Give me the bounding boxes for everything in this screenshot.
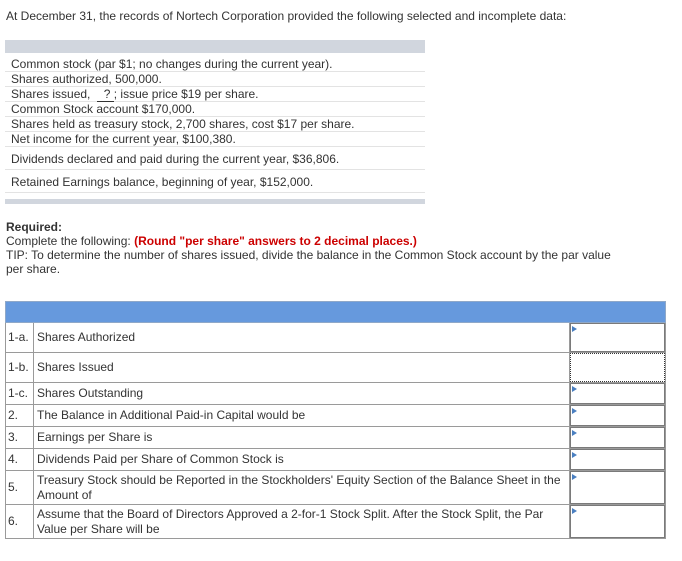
arrow-marker-icon	[572, 326, 577, 332]
table-row	[6, 427, 666, 449]
table-row	[6, 405, 666, 427]
table-row	[6, 505, 666, 539]
intro-text: At December 31, the records of Nortech Corporation provided the following selected and incomplete data:	[6, 9, 567, 23]
data-common-stock: Common stock (par $1; no changes during the current year).	[5, 57, 425, 72]
shares-issued-prefix: Shares issued,	[11, 87, 91, 101]
arrow-marker-icon	[572, 508, 577, 514]
required-instruction-line	[6, 234, 626, 248]
row-label: Dividends Paid per Share of Common Stock is	[34, 449, 570, 471]
row-label: Assume that the Board of Directors Approved a 2-for-1 Stock Split. After the Stock Split, the Par Value per Share will be	[34, 505, 570, 539]
arrow-marker-icon	[572, 452, 577, 458]
data-shares-issued	[5, 87, 425, 102]
table-row	[6, 323, 666, 353]
data-box-top-bar	[5, 40, 425, 53]
required-section	[6, 220, 626, 276]
row-label: Shares Issued	[34, 353, 570, 383]
row-number: 1-a.	[6, 323, 34, 353]
row-number: 1-b.	[6, 353, 34, 383]
answer-input-earnings-per-share[interactable]	[570, 427, 665, 448]
data-dividends: Dividends declared and paid during the current year, $36,806.	[5, 147, 425, 170]
required-instruction: Complete the following:	[6, 234, 131, 248]
table-row	[6, 449, 666, 471]
tip-text: TIP: To determine the number of shares issued, divide the balance in the Common Stock account by the par value per share.	[6, 248, 611, 276]
answer-table	[5, 301, 666, 539]
data-box	[5, 40, 425, 204]
required-title: Required:	[6, 220, 63, 234]
row-label: Shares Outstanding	[34, 383, 570, 405]
row-number: 1-c.	[6, 383, 34, 405]
row-number: 3.	[6, 427, 34, 449]
answer-input-additional-paid-in-capital[interactable]	[570, 405, 665, 426]
answer-table-header	[6, 302, 666, 323]
data-retained-earnings: Retained Earnings balance, beginning of year, $152,000.	[5, 170, 425, 193]
data-box-bottom-bar	[5, 199, 425, 204]
data-shares-authorized: Shares authorized, 500,000.	[5, 72, 425, 87]
arrow-marker-icon	[572, 430, 577, 436]
row-number: 2.	[6, 405, 34, 427]
arrow-marker-icon	[572, 474, 577, 480]
answer-input-shares-outstanding[interactable]	[570, 383, 665, 404]
arrow-marker-icon	[572, 386, 577, 392]
row-number: 4.	[6, 449, 34, 471]
row-label: Treasury Stock should be Reported in the Stockholders' Equity Section of the Balance Sheet in the Amount of	[34, 471, 570, 505]
shares-issued-suffix: ; issue price $19 per share.	[113, 87, 259, 101]
row-label: The Balance in Additional Paid-in Capital would be	[34, 405, 570, 427]
row-label: Earnings per Share is	[34, 427, 570, 449]
answer-input-shares-issued[interactable]	[570, 353, 665, 382]
arrow-marker-icon	[572, 408, 577, 414]
answer-input-treasury-stock[interactable]	[570, 471, 665, 504]
row-label: Shares Authorized	[34, 323, 570, 353]
answer-input-shares-authorized[interactable]	[570, 323, 665, 352]
row-number: 5.	[6, 471, 34, 505]
table-row	[6, 383, 666, 405]
answer-input-dividends-per-share[interactable]	[570, 449, 665, 470]
data-treasury-stock: Shares held as treasury stock, 2,700 shares, cost $17 per share.	[5, 117, 425, 132]
round-note: (Round "per share" answers to 2 decimal places.)	[134, 234, 417, 248]
table-row	[6, 471, 666, 505]
data-common-stock-account: Common Stock account $170,000.	[5, 102, 425, 117]
table-row	[6, 353, 666, 383]
answer-input-par-value-after-split[interactable]	[570, 505, 665, 538]
row-number: 6.	[6, 505, 34, 539]
shares-issued-blank: ?	[97, 87, 114, 102]
data-net-income: Net income for the current year, $100,380.	[5, 132, 425, 147]
